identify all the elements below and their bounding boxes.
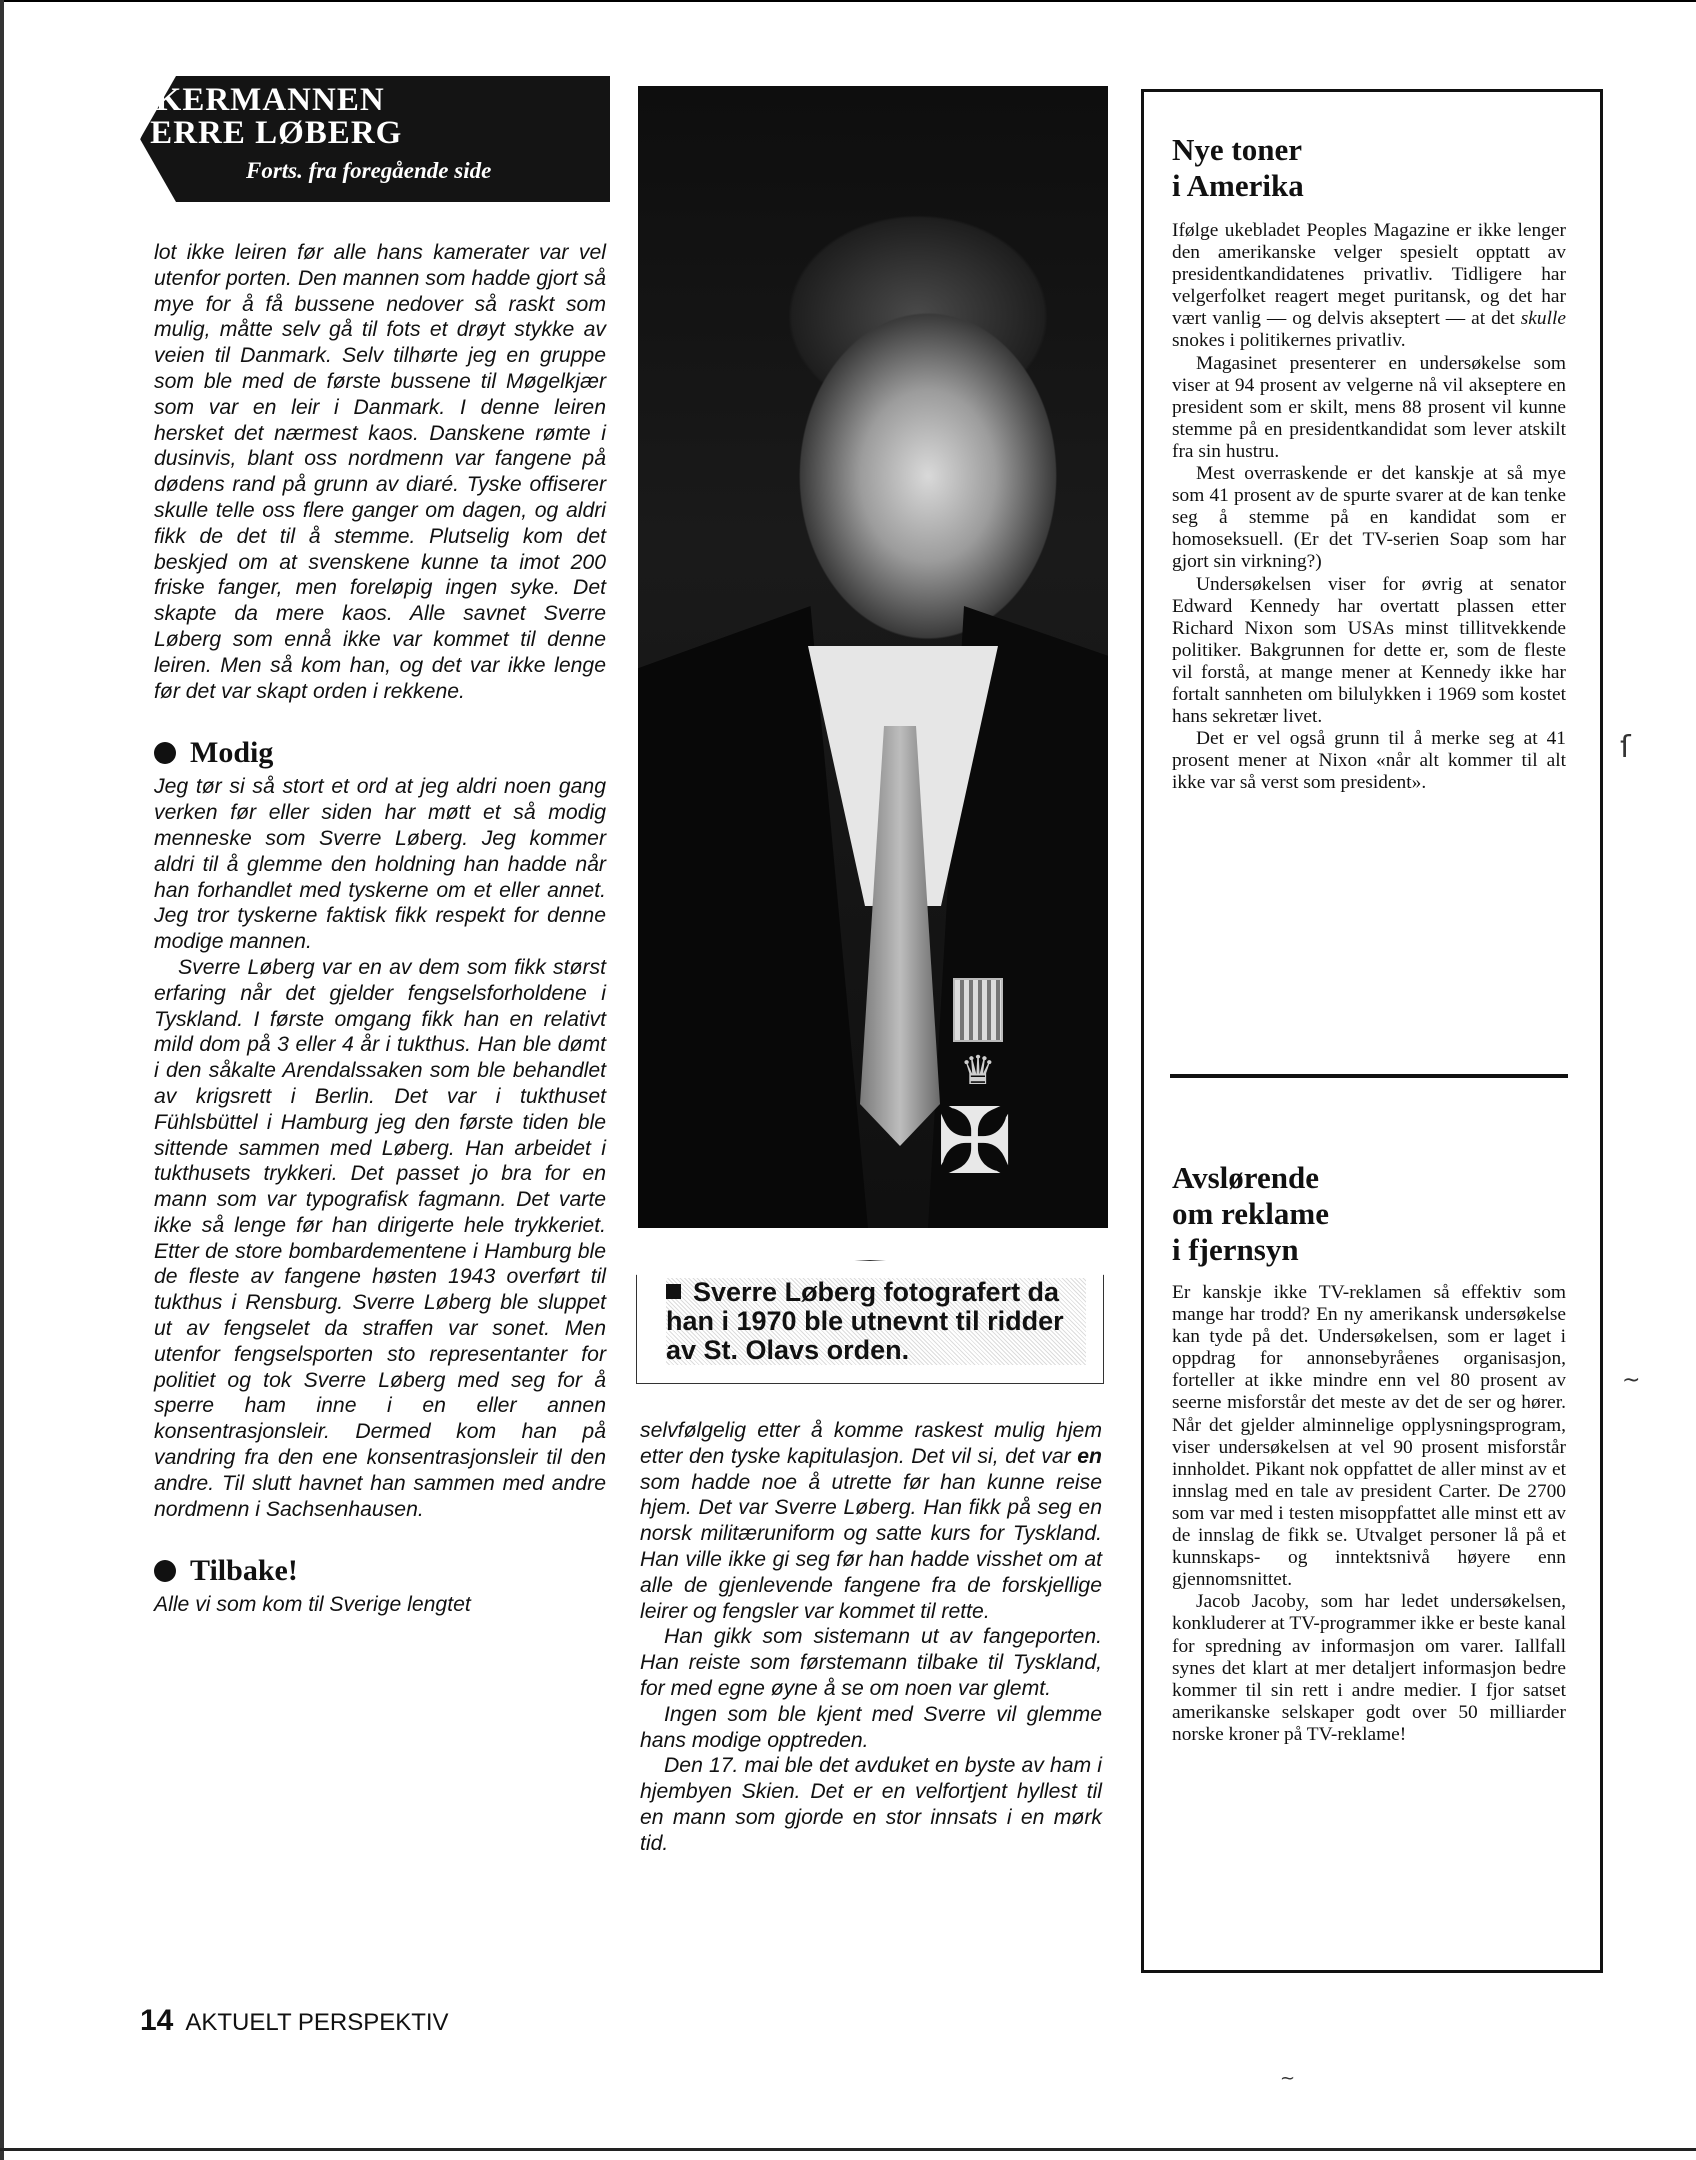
paragraph: Det er vel også grunn til å merke seg at 41 prosent mener at Nixon «når alt kommer til alt ikke var så verst som president». — [1172, 728, 1566, 794]
portrait-photo — [638, 86, 1108, 1228]
text-run: Ifølge ukebladet Peoples Magazine er ikke lenger den amerikanske velger spesielt opptatt av presidentkandidatenes privatliv. Tidligere har velgerfolket reagert meget puritansk, og det har vært vanlig — og delvis akseptert — at det — [1172, 220, 1566, 330]
scan-mark: ~ — [1280, 2068, 1296, 2089]
page-number: 14 — [140, 2004, 174, 2037]
subhead-label: Tilbake! — [190, 1554, 298, 1588]
medal-cross-icon: ✠ — [936, 1088, 1014, 1195]
crown-icon: ♛ — [960, 1048, 996, 1094]
paragraph: Undersøkelsen viser for øvrig at senator Edward Kennedy har overtatt plassen etter Richard Nixon som USAs minst tillitvekkende politiker. Bakgrunnen for dette er, som de fleste vil forstå, at mange mener at Kennedy ikke har fortalt sannheten om bilulykken i 1969 som kostet hans sekretær livet. — [1172, 573, 1566, 728]
bullet-icon — [154, 1560, 176, 1582]
left-column — [154, 240, 606, 1618]
sidebar-article1-body — [1172, 220, 1566, 794]
emphasis-text: en — [1077, 1444, 1102, 1468]
banner-subtitle: Forts. fra foregående side — [246, 158, 492, 183]
paragraph: lot ikke leiren før alle hans kamerater var vel utenfor porten. Den mannen som hadde gjort så mye for å få bussene nedover så raskt som mulig, måtte selv gå til fots et drøyt stykke av veien til Danmark. Selv tilhørte jeg en gruppe som ble med de første bussene til Møgelkjær som var en leir i Danmark. I denne leiren hersket det nærmest kaos. Danskene rømte i dusinvis, blant oss nordmenn var fangene på dødens rand på grunn av diaré. Tyske offiserer skulle telle oss flere ganger om dagen, og aldri fikk de det til å stemme. Plutselig kom det beskjed om at svenskene kunne ta imot 200 friske fanger, men foreløpig ingen syke. Det skapte da mere kaos. Alle savnet Sverre Løberg som ennå ikke var kommet til denne leiren. Men så kom han, og det var ikke lenge før det var skapt orden i rekkene. — [154, 241, 606, 703]
scan-mark: ſ — [1620, 730, 1631, 765]
paragraph: Magasinet presenterer en undersøkelse som viser at 94 prosent av velgerne nå vil akseptere en president som er skilt, mens 88 prosent vil kunne stemme på en presidentkandidat som lever atskilt fra sin hustru. — [1172, 352, 1566, 462]
scan-mark: ~ — [1622, 1368, 1641, 1393]
sidebar-article1-title — [1172, 132, 1552, 204]
title-line: i Amerika — [1172, 168, 1304, 203]
page-edge-top — [0, 0, 1696, 2]
subhead-modig — [154, 736, 606, 770]
paragraph: Sverre Løberg var en av dem som fikk størst erfaring når det gjelder fengselsforholdene i Tyskland. I første omgang fikk han en relativt mild dom på 3 eller 4 år i tukthus. Han ble dømt i den såkalte Arendalssaken som ble behandlet av krigsrett i Berlin. Det var i tukthuset Fühlsbüttel i Hamburg jeg den første tiden ble sittende sammen med Løberg. Han arbeidet i tukthusets trykkeri. Det passet jo bra for en mann som var typografisk fagmann. Det varte ikke så lenge før han dirigerte hele trykkeriet. Etter de store bombardementene i Hamburg ble de fleste av fangene høsten 1943 overført til tukthus i Rensburg. Sverre Løberg ble sluppet ut av fengselet da straffen var sonet. Men utenfor fengselsporten sto representanter for politiet og tok Sverre Løberg med seg for å sperre ham inne i en eller annen konsentrasjonsleir. Dermed kom han på vandring fra den ene konsentrasjonsleir til den andre. Til slutt havnet han sammen med andre nordmenn i Sachsenhausen. — [154, 955, 606, 1521]
title-line: Avslørende — [1172, 1160, 1319, 1195]
middle-column — [640, 1418, 1102, 1857]
text-run: selvfølgelig etter å komme raskest mulig hjem etter den tyske kapitulasjon. Det vil si, det var — [640, 1419, 1102, 1468]
paragraph: Alle vi som kom til Sverige lengtet — [154, 1593, 471, 1617]
title-line: Nye toner — [1172, 132, 1302, 167]
banner-title-line2: SVERRE LØBERG — [106, 115, 403, 151]
title-line: om reklame — [1172, 1196, 1329, 1231]
caption-text: Sverre Løberg fotografert da han i 1970 ble utnevnt til ridder av St. Olavs orden. — [666, 1277, 1064, 1365]
text-run: som hadde noe å utrette før han kunne reise hjem. Det var Sverre Løberg. Han fikk på seg en norsk militæruniform og satte kurs for Tyskland. Han ville ikke gi seg før han hadde visshet om at alle de gjenlevende fangene fra de forskjellige leirer og fengsler var kommet til rette. — [640, 1470, 1102, 1623]
divider-rule — [1170, 1074, 1568, 1078]
text-run: snokes i politikernes privatliv. — [1172, 330, 1406, 352]
paragraph: Jeg tør si så stort et ord at jeg aldri noen gang verken før eller siden har møtt et så modig menneske som Sverre Løberg. Jeg kommer aldri til å glemme den holdning han hadde når han forhandlet med tyskerne om et eller annet. Jeg tror tyskerne faktisk fikk respekt for denne modige mannen. — [154, 775, 606, 954]
title-line: i fjernsyn — [1172, 1232, 1299, 1267]
subhead-tilbake — [154, 1554, 606, 1588]
paragraph: Han gikk som sistemann ut av fangeporten. Han reiste som førstemann tilbake til Tyskland, for med egne øyne å se om noen var glemt. — [640, 1625, 1102, 1700]
publication-name: AKTUELT PERSPEKTIV — [185, 2009, 449, 2036]
paragraph: Jacob Jacoby, som har ledet undersøkelsen, konkluderer at TV-programmer ikke er beste kanal for spredning av informasjon om varer. Iallfall synes det klart at mer detaljert informasjon bedre kommer til sin rett i andre medier. I fjor satset amerikanske selskaper godt over 50 milliarder norske kroner på TV-reklame! — [1172, 1591, 1566, 1745]
sidebar-article2-body — [1172, 1282, 1566, 1746]
paragraph — [640, 1418, 1102, 1624]
bullet-icon — [154, 742, 176, 764]
subhead-label: Modig — [190, 736, 274, 770]
page-edge-bottom — [0, 2148, 1696, 2151]
photo-caption — [666, 1278, 1086, 1365]
page-edge-left — [0, 0, 4, 2160]
paragraph — [1172, 220, 1566, 353]
paragraph: Ingen som ble kjent med Sverre vil glemme hans modige opptreden. — [640, 1702, 1102, 1752]
paragraph: Er kanskje ikke TV-reklamen så effektiv som mange har trodd? En ny amerikansk undersøkelse kan tyde på det. Undersøkelsen, som er laget i oppdrag for annonsebyråenes organisasjon, forteller at ikke mindre enn vel 80 prosent av seerne misforstår det meste av det de ser og hører. Når det gjelder alminnelige opplysningsprogram, viser undersøkelsen at vel 90 prosent misforstår innholdet. Pikant nok oppfattet de aller minst av et innslag med en tale av president Carter. De 2700 som var med i testen misoppfattet alle minst ett av de innslag de fikk se. Utvalget personer lå på et kunnskaps- og inntektsnivå høyere enn gjennomsnittet. — [1172, 1282, 1566, 1591]
page-footer — [140, 2004, 449, 2038]
medal-ribbon — [953, 978, 1003, 1042]
italic-text: skulle — [1520, 308, 1566, 330]
square-bullet-icon — [666, 1284, 681, 1299]
paragraph: Den 17. mai ble det avduket en byste av ham i hjembyen Skien. Det er en velfortjent hyllest til en mann som gjorde en stor innsats i en mørk tid. — [640, 1754, 1102, 1855]
banner-title-line1: ANKERMANNEN — [106, 82, 385, 118]
sidebar-article2-title — [1172, 1160, 1552, 1268]
paragraph: Mest overraskende er det kanskje at så mye som 41 prosent av de spurte svarer at de kan tenke seg å stemme på en kandidat som er homoseksuell. (Er det TV-serien Soap som har gjort sin virkning?) — [1172, 463, 1566, 573]
